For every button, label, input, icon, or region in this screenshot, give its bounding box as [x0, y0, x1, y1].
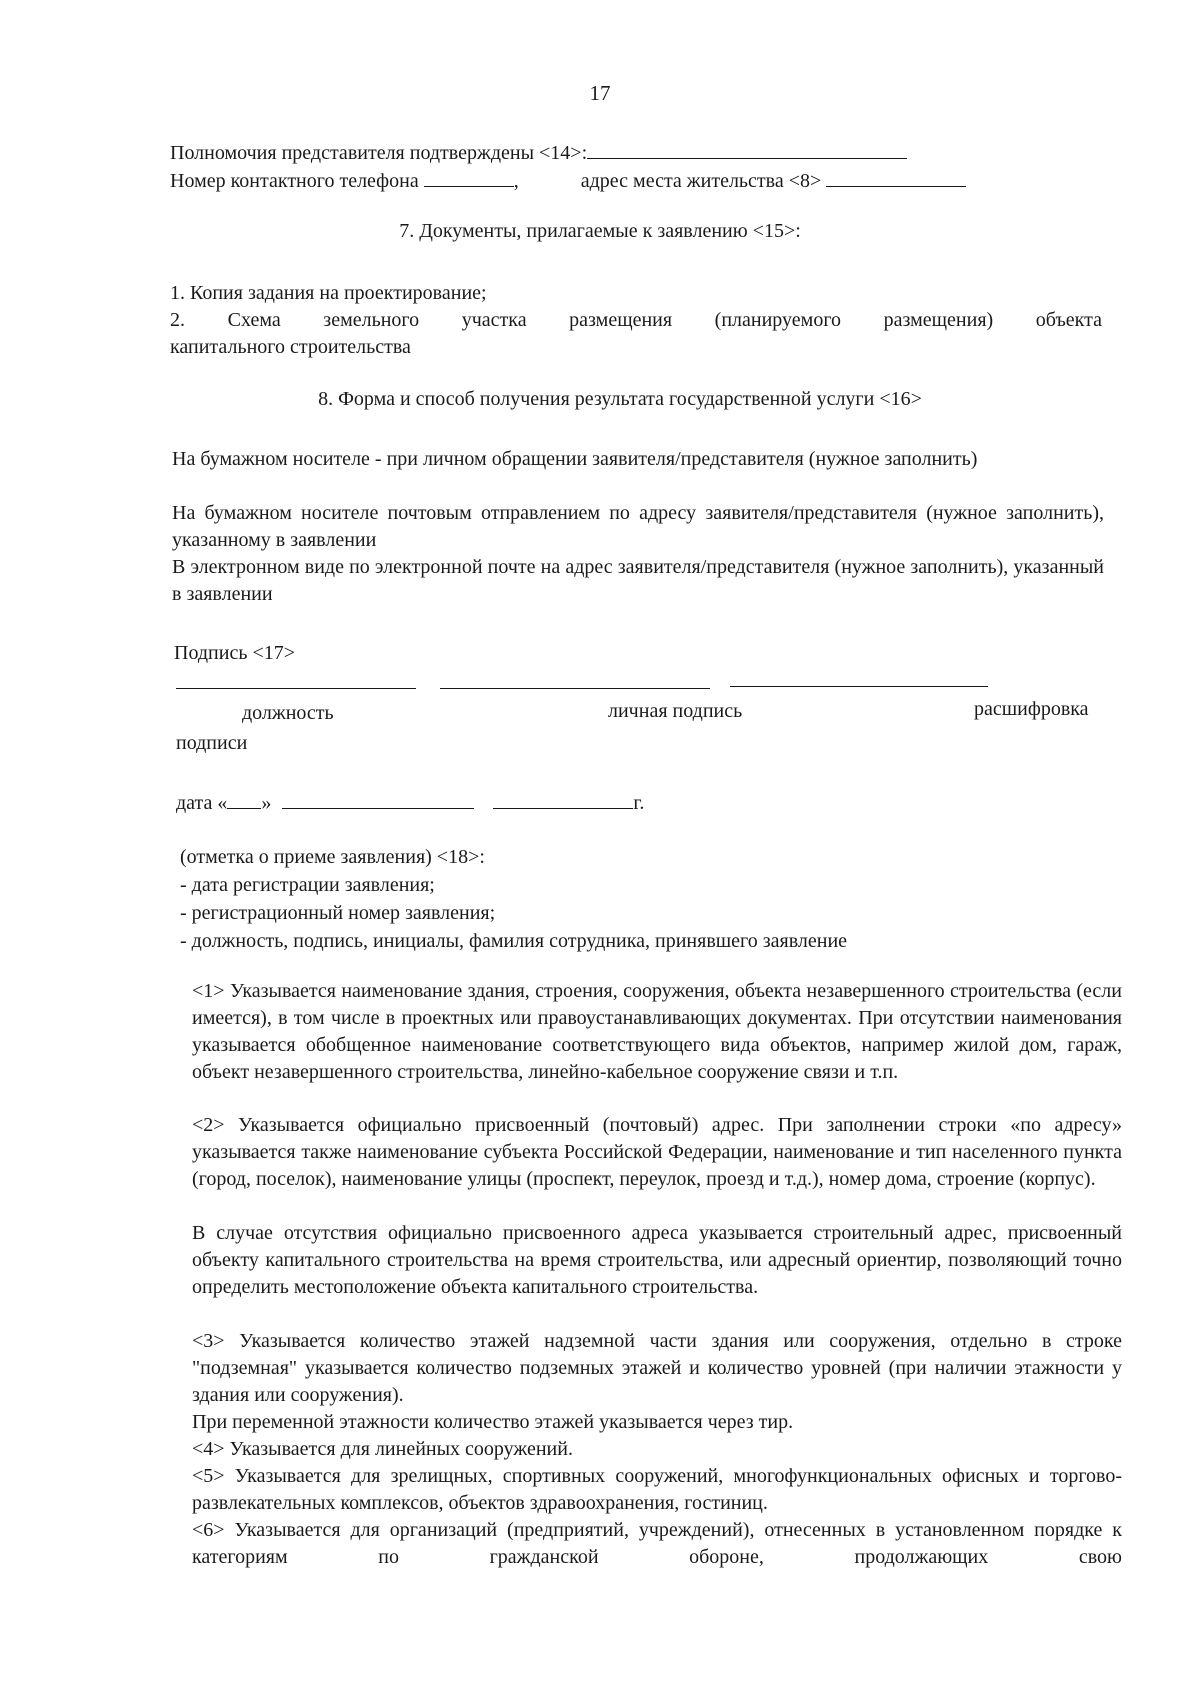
- footnote-3-cont: При переменной этажности количество этажей указывается через тир.: [192, 1411, 794, 1433]
- position-caption: должность: [242, 702, 334, 724]
- footnote-2: <2> Указывается официально присвоенный (почтовый) адрес. При заполнении строки «по адресу» указывается также наименование субъекта Российской Федерации, наименование и тип населенного пункта (город, поселок), наименование улицы (проспект, переулок, проезд и т.д.), номер дома, строение (корпус).: [192, 1114, 1122, 1190]
- receipt-item-3: - должность, подпись, инициалы, фамилия сотрудника, принявшего заявление: [180, 930, 848, 952]
- footnote-3: <3> Указывается количество этажей надземной части здания или сооружения, отдельно в строке "подземная" указывается количество подземных этажей и количество уровней (при наличии этажности у здания или сооружения).: [192, 1330, 1122, 1406]
- phone-blank: [424, 166, 514, 187]
- signature-label: Подпись <17>: [174, 642, 296, 664]
- month-blank: [282, 788, 474, 809]
- page-number: 17: [589, 81, 611, 105]
- year-blank: [493, 788, 633, 809]
- phone-address-line: Номер контактного телефона , адрес места жительства <8>: [170, 166, 966, 195]
- footnote-5: <5> Указывается для зрелищных, спортивных сооружений, многофункциональных офисных и торгово-развлекательных комплексов, объектов здравоохранения, гостиниц.: [192, 1465, 1122, 1514]
- phone-label: Номер контактного телефона: [170, 170, 419, 192]
- decoding-line: [730, 686, 988, 687]
- receipt-item-2: - регистрационный номер заявления;: [180, 902, 496, 924]
- authority-blank: [587, 138, 907, 159]
- delivery-option-electronic: В электронном виде по электронной почте на адрес заявителя/представителя (нужное заполнить), указанный в заявлении: [172, 556, 1104, 605]
- decoding-caption-cont: подписи: [176, 732, 248, 754]
- authority-label: Полномочия представителя подтверждены <14>:: [170, 142, 588, 164]
- section7-item-1: 1. Копия задания на проектирование;: [170, 282, 487, 304]
- date-line: [176, 788, 644, 817]
- address-blank: [826, 166, 966, 187]
- section7-item-2-cont: капитального строительства: [170, 336, 411, 358]
- footnote-2-cont: В случае отсутствия официально присвоенного адреса указывается строительный адрес, присвоенный объекту капитального строительства на время строительства, или адресный ориентир, позволяющий точно определить местоположение объекта капитального строительства.: [192, 1222, 1122, 1298]
- footnote-6: <6> Указывается для организаций (предприятий, учреждений), отнесенных в установленном порядке к категориям по гражданской обороне, продолжающих свою: [192, 1519, 1122, 1568]
- address-label: адрес места жительства <8>: [580, 170, 822, 192]
- section7-item-2: 2. Схема земельного участка размещения (планируемого размещения) объекта: [170, 309, 1102, 331]
- receipt-item-1: - дата регистрации заявления;: [180, 874, 435, 896]
- footnote-4: <4> Указывается для линейных сооружений.: [192, 1438, 573, 1460]
- date-prefix: дата «: [176, 792, 228, 814]
- decoding-caption: расшифровка: [974, 698, 1089, 720]
- delivery-option-paper-personal: На бумажном носителе - при личном обращении заявителя/представителя (нужное заполнить): [172, 448, 978, 470]
- section8-title: 8. Форма и способ получения результата государственной услуги <16>: [318, 388, 922, 410]
- date-mid: »: [261, 792, 272, 814]
- year-suffix: г.: [633, 792, 645, 814]
- position-line: [176, 688, 416, 689]
- authority-line: [170, 138, 907, 167]
- day-blank: [227, 788, 261, 809]
- receipt-title: (отметка о приеме заявления) <18>:: [180, 846, 485, 868]
- personal-signature-caption: личная подпись: [608, 700, 743, 722]
- delivery-option-paper-mail: На бумажном носителе почтовым отправлением по адресу заявителя/представителя (нужное заполнить), указанному в заявлении: [172, 502, 1104, 551]
- section7-title: 7. Документы, прилагаемые к заявлению <15>:: [399, 220, 801, 242]
- footnote-1: <1> Указывается наименование здания, строения, сооружения, объекта незавершенного строительства (если имеется), в том числе в проектных или правоустанавливающих документах. При отсутствии наименования указывается обобщенное наименование соответствующего вида объектов, например жилой дом, гараж, объект незавершенного строительства, линейно-кабельное сооружение связи и т.п.: [192, 980, 1122, 1083]
- personal-signature-line: [440, 688, 710, 689]
